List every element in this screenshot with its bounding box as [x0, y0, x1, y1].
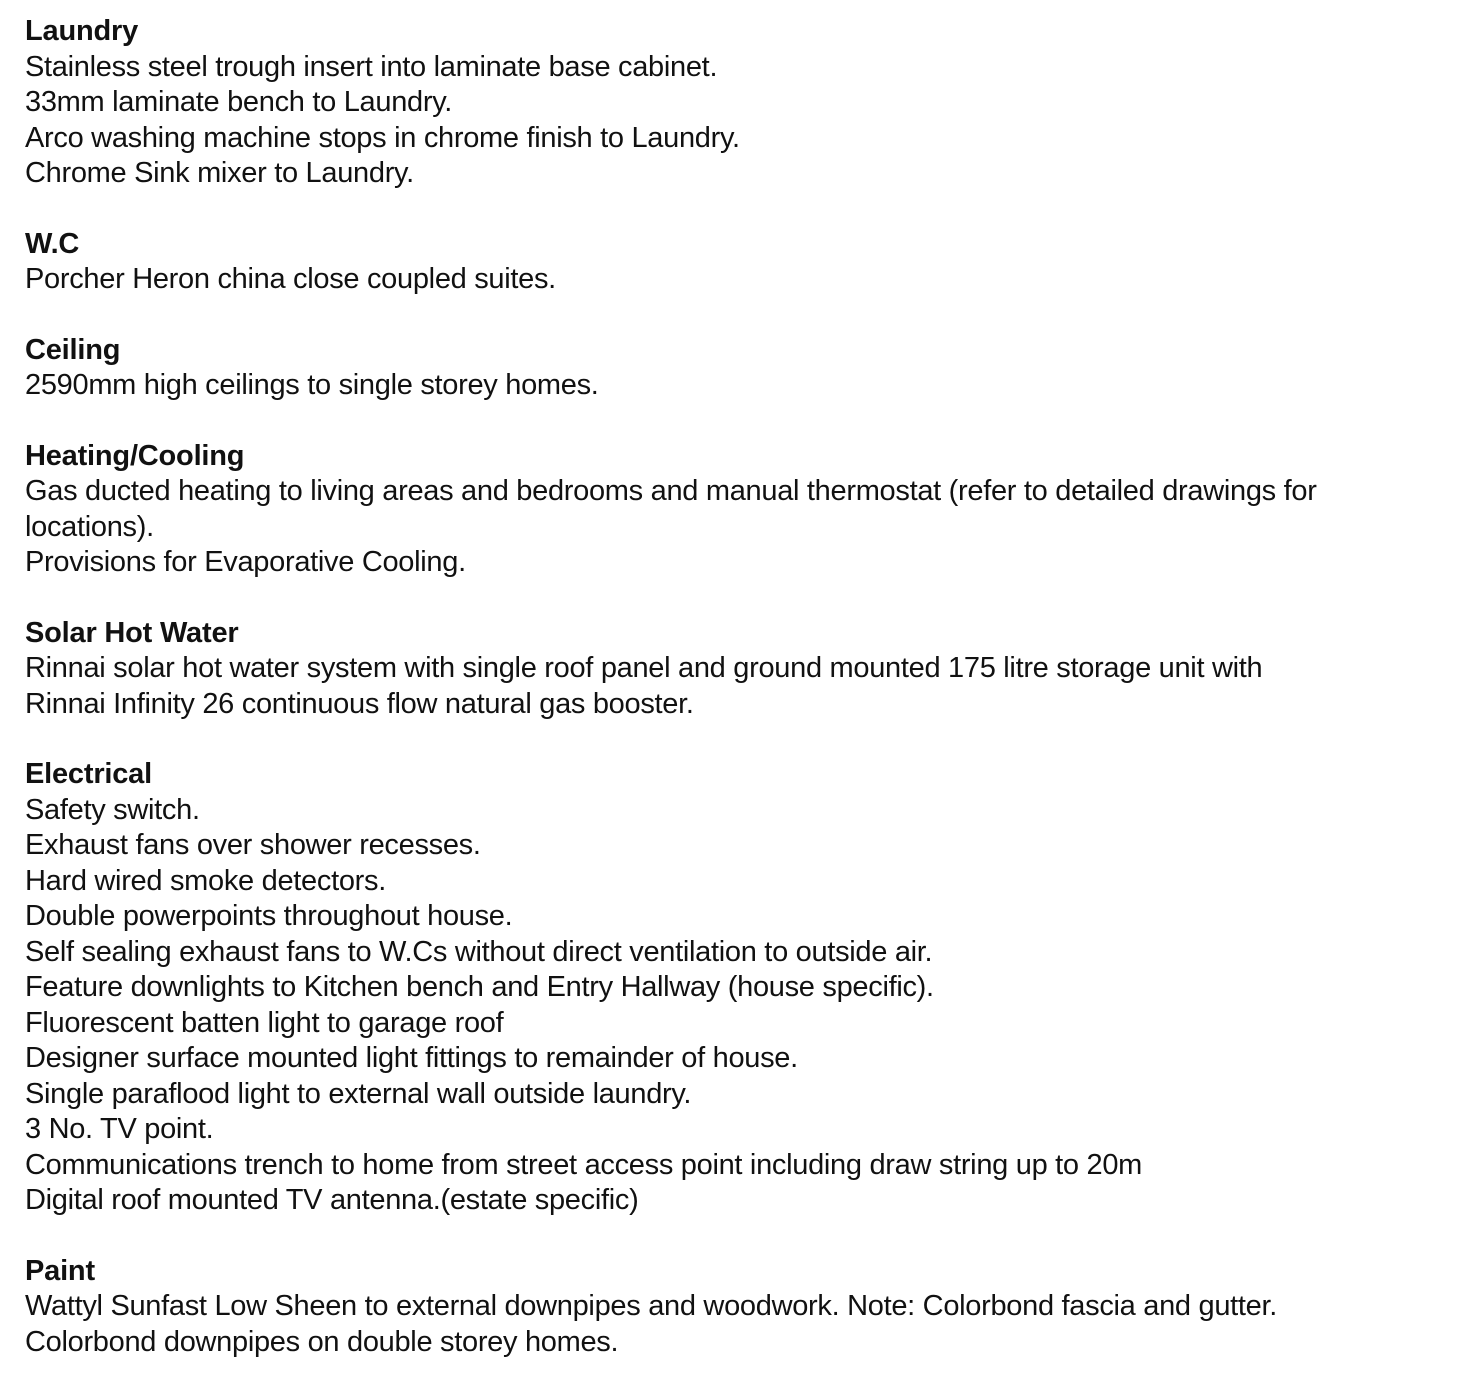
spec-line: Safety switch.: [25, 793, 200, 826]
spec-line: Gas ducted heating to living areas and bedrooms and manual thermostat (refer to detailed drawings for: [25, 475, 1317, 507]
spec-line: Colorbond downpipes on double storey homes.: [25, 1325, 619, 1358]
section-heading: Heating/Cooling: [25, 439, 245, 472]
spec-line: Porcher Heron china close coupled suites.: [25, 263, 556, 295]
spec-line: Double powerpoints throughout house.: [25, 900, 513, 932]
spec-line: 2590mm high ceilings to single storey homes.: [25, 369, 599, 401]
spec-line: Self sealing exhaust fans to W.Cs without direct ventilation to outside air.: [25, 935, 933, 968]
section-heating-cooling: [25, 439, 1465, 581]
section-heading: Laundry: [25, 15, 138, 47]
section-ceiling: [25, 333, 1465, 404]
spec-line: Communications trench to home from street access point including draw string up to 20m: [25, 1148, 1143, 1181]
spec-line: Chrome Sink mixer to Laundry.: [25, 157, 414, 189]
section-heading: Paint: [25, 1254, 95, 1287]
spec-line: Designer surface mounted light fittings to remainder of house.: [25, 1042, 798, 1074]
section-paint: [25, 1254, 1465, 1361]
spec-line: Rinnai Infinity 26 continuous flow natural gas booster.: [25, 687, 694, 720]
spec-line: Stainless steel trough insert into laminate base cabinet.: [25, 50, 718, 83]
spec-line: 3 No. TV point.: [25, 1113, 214, 1145]
spec-line: Wattyl Sunfast Low Sheen to external downpipes and woodwork. Note: Colorbond fascia and gutter.: [25, 1290, 1278, 1322]
section-laundry: [25, 14, 1465, 192]
spec-line: Digital roof mounted TV antenna.(estate specific): [25, 1184, 639, 1216]
spec-line: Single paraflood light to external wall outside laundry.: [25, 1077, 692, 1110]
section-wc: [25, 227, 1465, 298]
section-heading: Solar Hot Water: [25, 616, 239, 649]
spec-line: Feature downlights to Kitchen bench and Entry Hallway (house specific).: [25, 971, 934, 1003]
spec-line: 33mm laminate bench to Laundry.: [25, 86, 453, 118]
spec-line: Provisions for Evaporative Cooling.: [25, 546, 466, 578]
section-heading: Ceiling: [25, 333, 121, 366]
spec-line: Exhaust fans over shower recesses.: [25, 829, 481, 861]
spec-line: Rinnai solar hot water system with single roof panel and ground mounted 175 litre storage unit with: [25, 652, 1263, 684]
specification-document: [25, 14, 1465, 1395]
section-heading: W.C: [25, 227, 80, 260]
spec-line: Hard wired smoke detectors.: [25, 864, 386, 897]
section-heading: Electrical: [25, 758, 152, 790]
spec-line: Fluorescent batten light to garage roof: [25, 1006, 504, 1039]
spec-line: locations).: [25, 510, 154, 543]
section-electrical: [25, 757, 1465, 1219]
spec-line: Arco washing machine stops in chrome finish to Laundry.: [25, 121, 740, 154]
section-solar-hot-water: [25, 616, 1465, 723]
